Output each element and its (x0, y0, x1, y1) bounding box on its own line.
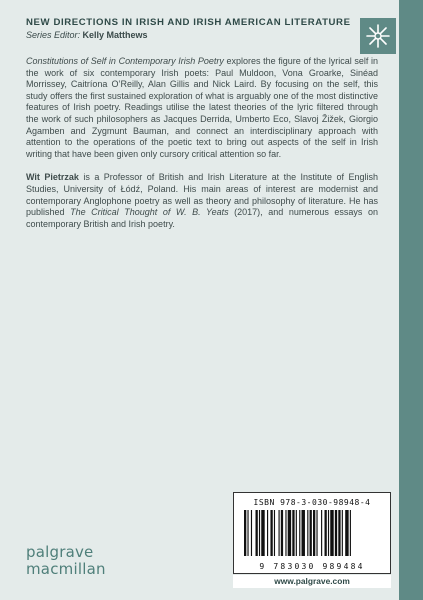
series-header (26, 17, 356, 40)
book-description-text: explores the figure of the lyrical self in the work of six contemporary Irish poets: Paul Muldoon, Vona Groarke, Sinéad Morrissey, Caitríona O’Reilly, Alan Gillis and Nick Laird. By focusing on the self, this study offers the first sustained exploration of what is arguably one of the most distinctive features of Irish poetry. Readings utilise the latest theories of the lyric filtered through the work of such philosophers as Jacques Derrida, Umberto Eco, Slavoj Žižek, Giorgio Agamben and Zygmunt Bauman, and connect an interdisciplinary approach with attention to the operations of the poetic text to bring out aspects of the self in Irish writing that have been given only cursory critical attention so far. (26, 56, 378, 159)
barcode-bars (244, 510, 382, 556)
book-description (26, 56, 378, 160)
author-name: Wit Pietrzak (26, 172, 79, 183)
author-book-title: The Critical Thought of W. B. Yeats (70, 207, 229, 218)
publisher-url: www.palgrave.com (233, 575, 391, 588)
series-editor (26, 30, 356, 40)
author-bio-text-b: (2017), and numerous essays on contemporary British and Irish poetry. (26, 207, 378, 229)
publisher-line2: macmillan (26, 560, 106, 578)
publisher-logo (26, 544, 106, 578)
series-title: NEW DIRECTIONS IN IRISH AND IRISH AMERICAN LITERATURE (26, 17, 351, 28)
isbn-label: ISBN 978-3-030-98948-4 (253, 498, 371, 507)
series-editor-name: Kelly Matthews (82, 30, 148, 40)
series-editor-label: Series Editor: (26, 30, 81, 40)
isbn-barcode (233, 492, 391, 574)
blurb (26, 56, 378, 242)
palgrave-star-icon (360, 18, 396, 54)
spine-strip (399, 0, 423, 600)
isbn-digits: 9 783030 989484 (259, 562, 365, 571)
author-bio (26, 172, 378, 230)
publisher-line1: palgrave (26, 543, 94, 561)
book-title: Constitutions of Self in Contemporary Irish Poetry (26, 56, 224, 66)
author-bio-text-a: is a Professor of British and Irish Literature at the Institute of English Studies, University of Łódź, Poland. His main areas of interest are modernist and contemporary Anglophone poetry as well as theory and philosophy of literature. He has published (26, 172, 379, 218)
